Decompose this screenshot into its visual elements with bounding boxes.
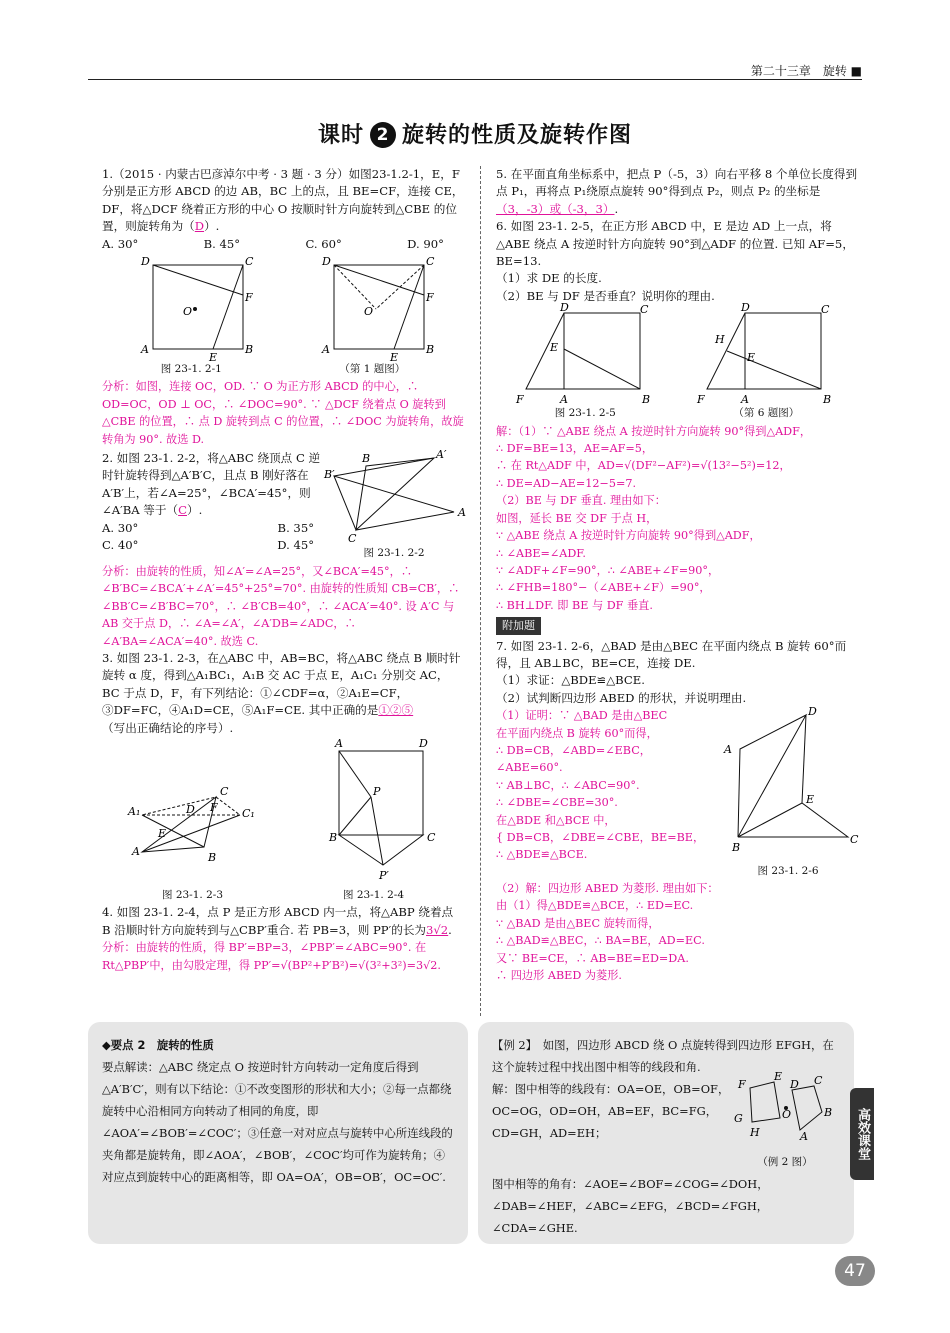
q7-solution: （1）证明：∵ △BAD 是由△BEC 在平面内绕点 B 旋转 60°而得， ∴ DB=CB，∠ABD=∠EBC， ∠ABE=60°. ∵ AB⊥BC，∴ ∠ABC=90°. ∴ ∠DBE=∠CBE=30°. 在△BDE 和△BCE 中， { DB=CB，∠DBE=∠CBE，BE=BE， ∴ △BDE≌△BCE. — [496, 709, 705, 862]
svg-text:B: B — [425, 343, 434, 357]
svg-text:E: E — [389, 351, 398, 365]
q1-answer: D — [194, 219, 205, 234]
svg-text:B: B — [328, 830, 337, 844]
left-column — [102, 166, 464, 974]
svg-text:A: A — [321, 343, 330, 357]
figure-23-1-2-6 — [718, 707, 858, 857]
figure-23-1-2-5 — [512, 301, 662, 407]
svg-text:H: H — [750, 1126, 760, 1139]
example-heading: 【例 2】 如图，四边形 ABCD 绕 O 点旋转得到四边形 EFGH，在这个旋转过程中找出图中相等的线段和角. — [492, 1038, 834, 1074]
side-tab: 高效课堂 — [850, 1088, 874, 1180]
svg-text:E: E — [549, 341, 558, 355]
page-number: 47 — [835, 1256, 875, 1286]
running-header — [88, 58, 862, 80]
q2-answer: C — [178, 503, 187, 518]
extra-problem-tag: 附加题 — [496, 617, 541, 634]
svg-text:C: C — [244, 255, 253, 269]
svg-text:E: E — [208, 351, 217, 365]
question-4: 4. 如图 23-1. 2-4，点 P 是正方形 ABCD 内一点，将△ABP 绕着点 B 沿顺时针方向旋转到与△CBP′重合. 若 PB=3，则 PP′的长为3√2. — [102, 905, 454, 937]
svg-text:O: O — [363, 305, 373, 319]
question-2: 2. 如图 23-1. 2-2，将△ABC 绕顶点 C 逆时针旋转得到△A′B′C，且点 B 刚好落在 A′B′上，若∠A=25°，∠BCA′=45°，则∠A′BA 等于（C）. A. 30° B. 35° C. 40° D. 45° C B′ A B A′ 图 23-1. 2-2 — [102, 448, 466, 560]
chapter-label: 第二十三章 旋转 ■ — [750, 64, 862, 78]
svg-text:B: B — [732, 841, 741, 855]
svg-text:O: O — [182, 305, 192, 319]
figure-23-1-2-4 — [329, 737, 439, 887]
q5-answer: （3，-3）或（-3，3） — [496, 201, 615, 216]
svg-text:B: B — [207, 850, 216, 864]
question-7: 7. 如图 23-1. 2-6，△BAD 是由△BEC 在平面内绕点 B 旋转 60°而得，且 AB⊥BC，BE=CE，连接 DE. （1）求证：△BDE≌△BCE. （2）试判断四边形 ABED 的形状，并说明理由. — [496, 638, 847, 705]
q3-q4-figures — [102, 737, 464, 887]
svg-text:C: C — [425, 255, 434, 269]
q2-solution: 分析：由旋转的性质，知∠A′=∠A=25°，又∠BCA′=45°，∴ ∠B′BC=∠BCA′+∠A′=45°+25°=70°. 由旋转的性质知 CB=CB′，∴ ∠BB′C=∠B′BC=70°，∴ ∠B′CB=40°，∴ ∠ACA′=40°. 设 A′C 与 AB 交于点 D，∴ ∠A=∠A′，∠A′DB=∠ADC，∴ ∠A′BA=∠ACA′=40°. 故选 C. — [102, 564, 460, 648]
svg-text:D: D — [140, 255, 150, 269]
q7-solution-cont: （2）解：四边形 ABED 为菱形. 理由如下： 由（1）得△BDE≌△BCE，∴ ED=EC. ∵ △BAD 是由△BEC 旋转而得， ∴ △BAD≌△BEC，∴ BA=BE，AD=EC. 又∵ BE=CE，∴ AB=BE=ED=DA. ∴ 四边形 ABED 为菱形. — [496, 881, 719, 982]
svg-text:C: C — [219, 784, 228, 798]
svg-text:A: A — [458, 506, 466, 520]
svg-text:C: C — [426, 830, 435, 844]
svg-text:D: D — [185, 802, 195, 816]
q3-answer: ①②⑤ — [378, 703, 414, 718]
svg-text:O: O — [782, 1108, 792, 1121]
svg-text:C₁: C₁ — [241, 806, 255, 820]
svg-text:D: D — [418, 736, 428, 750]
q6-figures — [496, 301, 858, 407]
svg-text:F: F — [425, 291, 434, 305]
question-6: 6. 如图 23-1. 2-5，在正方形 ABCD 中，E 是边 AD 上一点，将△ABE 绕点 A 按逆时针方向旋转 90°到△ADF 的位置. 已知 AF=5，BE=13. （1）求 DE 的长度. （2）BE 与 DF 是否垂直？说明你的理由. — [496, 219, 854, 303]
q4-solution: 分析：由旋转的性质，得 BP′=BP=3，∠PBP′=∠ABC=90°. 在 Rt△PBP′中，由勾股定理，得 PP′=√(BP²+P′B²)=√(3²+3²)=3√2. — [102, 941, 441, 972]
svg-text:F: F — [244, 291, 253, 305]
q1-figures — [102, 253, 464, 365]
key-point-body: 要点解读：△ABC 绕定点 O 按逆时针方向转动一定角度后得到△A′B′C′，则有以下结论：①不改变图形的形状和大小；②每一点都绕旋转中心沿相同方向转动了相同的角度，即∠AOA′=∠BOB′=∠COC′；③任意一对对应点与旋转中心所连线段的夹角都是旋转角，即∠AOA′，∠BOB′，∠COC′均可作为旋转角；④对应点到旋转中心的距离相等，即 OA=OA′，OB=OB′，OC=OC′. — [102, 1060, 453, 1184]
lesson-number-badge: 2 — [370, 122, 396, 148]
question-1: 1.（2015 · 内蒙古巴彦淖尔中考 · 3 题 · 3 分）如图23-1.2-1，E，F 分别是正方形 ABCD 的边 AB，BC 上的点，且 BE=CF，连接 CE，DF，将△DCF 绕着正方形的中心 O 按顺时针方向旋转到△CBE 的位置，则旋转角为（D）. — [102, 167, 464, 234]
svg-text:C: C — [348, 532, 357, 546]
svg-text:F: F — [209, 800, 218, 814]
example-box: 【例 2】 如图，四边形 ABCD 绕 O 点旋转得到四边形 EFGH，在这个旋转过程中找出图中相等的线段和角. 解：图中相等的线段有：OA=OE，OB=OF，OC=OG，OD=OH，AB=EF，BC=FG，CD=GH，AD=EH； F E G H D C B A O （例 2 图） 图中相等的角有：∠AOE=∠BOF=∠COG=∠DOH，∠DAB=∠HEF，∠ABC=∠EFG，∠BCD=∠FGH，∠CDA=∠GHE. — [478, 1022, 854, 1244]
svg-text:F: F — [515, 393, 524, 407]
svg-text:A: A — [131, 844, 140, 858]
key-point-box — [88, 1022, 468, 1244]
figure-23-1-2-2 — [324, 448, 466, 546]
q6-captions: 图 23-1. 2-5 （第 6 题图） — [554, 407, 800, 420]
svg-text:A: A — [140, 343, 149, 357]
svg-text:B: B — [641, 393, 650, 407]
q6-solution: 解：（1）∵ △ABE 绕点 A 按逆时针方向旋转 90°得到△ADF， ∴ DF=BE=13，AE=AF=5， ∴ 在 Rt△ADF 中，AD=√(DF²−AF²)=√(13²−5²)=12， ∴ DE=AD−AE=12−5=7. （2）BE 与 DF 垂直. 理由如下： 如图，延长 BE 交 DF 于点 H， ∵ △ABE 绕点 A 按逆时针方向旋转 90°得到△ADF， ∴ ∠ABE=∠ADF. ∵ ∠ADF+∠F=90°，∴ ∠ABE+∠F=90°， ∴ ∠FHB=180°−（∠ABE+∠F）=90°， ∴ BH⊥DF. 即 BE 与 DF 垂直. — [496, 424, 812, 612]
svg-text:D: D — [321, 255, 331, 269]
svg-text:E: E — [157, 826, 166, 840]
page-title: 课时 2 旋转的性质及旋转作图 — [317, 123, 633, 148]
svg-text:E: E — [806, 793, 815, 807]
question-5: 5. 在平面直角坐标系中，把点 P（-5，3）向右平移 8 个单位长度得到点 P₁，再将点 P₁绕原点旋转 90°得到点 P₂，则点 P₂ 的坐标是（3，-3）或（-3，3）. — [496, 167, 858, 216]
svg-text:B: B — [362, 452, 371, 466]
svg-text:A: A — [559, 393, 568, 407]
svg-text:B′: B′ — [324, 468, 335, 482]
svg-text:D: D — [559, 301, 569, 315]
svg-text:A: A — [724, 743, 732, 757]
svg-text:E: E — [774, 1070, 783, 1083]
svg-text:H: H — [714, 333, 725, 347]
example-2-figure — [730, 1070, 840, 1144]
column-divider — [480, 166, 481, 1016]
svg-text:F: F — [738, 1078, 746, 1091]
example-solution-1: 解：图中相等的线段有：OA=OE，OB=OF，OC=OG，OD=OH，AB=EF，BC=FG，CD=GH，AD=EH； — [492, 1082, 730, 1140]
svg-text:D: D — [808, 705, 817, 719]
q1-solution: 分析：如图，连接 OC，OD. ∵ O 为正方形 ABCD 的中心，∴ OD=OC，OD ⊥ OC，∴ ∠DOC=90°. ∵ △DCF 绕着点 O 旋转到△CBE 的位置，∴ 点 D 旋转到点 C 的位置，∴ ∠DOC 为旋转角，故旋转角为 90°. 故选 D. — [102, 380, 464, 446]
svg-text:C: C — [820, 303, 829, 317]
svg-text:A′: A′ — [436, 448, 447, 462]
question-3: 3. 如图 23-1. 2-3，在△ABC 中，AB=BC，将△ABC 绕点 B 顺时针旋转 α 度，得到△A₁BC₁，A₁B 交 AC 于点 E，A₁C₁ 分别交 AC，BC 于点 D，F，有下列结论：①∠CDF=α，②A₁E=CF，③DF=FC，④A₁D=CE，⑤A₁F=CE. 其中正确的是①②⑤ （写出正确结论的序号）. — [102, 650, 461, 735]
svg-text:P′: P′ — [378, 868, 389, 882]
svg-text:P: P — [372, 784, 380, 798]
svg-text:B: B — [244, 343, 253, 357]
svg-text:D: D — [740, 301, 750, 315]
q3-q4-captions: 图 23-1. 2-3 图 23-1. 2-4 — [161, 888, 404, 901]
svg-text:C: C — [850, 833, 859, 847]
q1-captions: 图 23-1. 2-1 （第 1 题图） — [160, 363, 406, 376]
figure-q6 — [693, 301, 843, 407]
svg-text:B: B — [824, 1106, 833, 1119]
svg-text:A₁: A₁ — [127, 804, 140, 818]
svg-text:C: C — [814, 1074, 823, 1087]
svg-text:A: A — [334, 736, 343, 750]
key-point-heading: ◆要点 2 旋转的性质 — [102, 1038, 214, 1052]
svg-text:G: G — [734, 1112, 743, 1125]
figure-q1 — [314, 253, 434, 365]
svg-text:E: E — [746, 351, 755, 365]
svg-text:C: C — [639, 303, 648, 317]
svg-text:A: A — [800, 1130, 808, 1143]
svg-text:F: F — [696, 393, 705, 407]
q4-answer: 3√2 — [426, 922, 449, 937]
right-column: 5. 在平面直角坐标系中，把点 P（-5，3）向右平移 8 个单位长度得到点 P₁，再将点 P₁绕原点旋转 90°得到点 P₂，则点 P₂ 的坐标是（3，-3）或（-3，3）. 6. 如图 23-1. 2-5，在正方形 ABCD 中，E 是边 AD 上一点，将△ABE 绕点 A 按逆时针方向旋转 90°到△ADF 的位置. 已知 AF=5，BE=13. （1）求 DE 的长度. （2）BE 与 DF 是否垂直？说明你的理由. D C E A F B D C E H A F B 图 23-1. 2-5 （第 6 题图） 解：（1）∵ △ABE 绕点 A 按逆时针方向旋转 90°得到△ADF， ∴ DF=BE=13，AE=AF=5， ∴ 在 Rt△ADF 中，AD=√(DF²−AF²)=√(13²−5²)=12， ∴ DE=AD−AE=12−5=7. （2）BE 与 DF 垂直. 理由如下： 如图，延长 BE 交 DF 于点 H， ∵ △ABE 绕点 A 按逆时针方向旋转 90°得到△ADF， ∴ ∠ABE=∠ADF. ∵ ∠ADF+∠F=90°，∴ ∠ABE+∠F=90°， ∴ ∠FHB=180°−（∠ABE+∠F）=90°， ∴ BH⊥DF. 即 BE 与 DF 垂直. 附加题 7. 如图 23-1. 2-6，△BAD 是由△BEC 在平面内绕点 B 旋转 60°而得，且 AB⊥BC，BE=CE，连接 DE. （1）求证：△BDE≌△BCE. （2）试判断四边形 ABED 的形状，并说明理由. （1）证明：∵ △BAD 是由△BEC 在平面内绕点 B 旋转 60°而得， ∴ DB=CB，∠ABD=∠EBC， ∠ABE=60°. ∵ AB⊥BC，∴ ∠ABC=90°. ∴ ∠DBE=∠CBE=30°. 在△BDE 和△BCE 中， { DB=CB，∠DBE=∠CBE，BE=BE， ∴ △BDE≌△BCE. A D E B C 图 23-1. 2-6 （2）解：四边形 ABED 为菱形. 理由如下： 由（1）得△BDE≌△BCE，∴ ED=EC. ∵ △BAD 是由△BEC 旋转而得， ∴ △BAD≌△BEC，∴ BA=BE，AD=EC. 又∵ BE=CE，∴ AB=BE=ED=DA. ∴ 四边形 ABED 为菱形. — [496, 166, 858, 984]
svg-text:A: A — [740, 393, 749, 407]
figure-23-1-2-1 — [133, 253, 253, 365]
svg-text:B: B — [822, 393, 831, 407]
svg-text:D: D — [790, 1078, 799, 1091]
q1-options: A. 30° B. 45° C. 60° D. 90° — [102, 236, 444, 251]
example-solution-2: 图中相等的角有：∠AOE=∠BOF=∠COG=∠DOH，∠DAB=∠HEF，∠ABC=∠EFG，∠BCD=∠FGH，∠CDA=∠GHE. — [492, 1177, 769, 1235]
figure-23-1-2-3 — [128, 737, 278, 867]
